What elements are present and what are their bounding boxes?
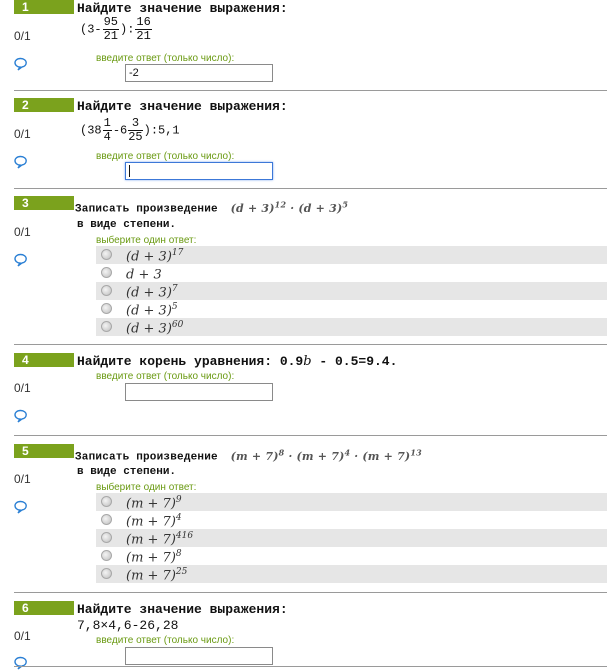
question-subtitle: в виде степени. — [77, 466, 177, 478]
radio-button[interactable] — [101, 514, 112, 525]
question-expression — [80, 16, 153, 43]
math-exponent: 17 — [171, 248, 184, 258]
fraction-numerator: 1 — [103, 116, 111, 130]
math-exponent: 4 — [175, 513, 182, 523]
answer-option[interactable] — [96, 264, 607, 282]
math-base: (d + 3) — [126, 285, 172, 301]
math-exponent: 7 — [171, 284, 178, 294]
radio-button[interactable] — [101, 285, 112, 296]
math-base: (d + 3) — [298, 201, 343, 215]
fraction-numerator: 95 — [103, 15, 119, 29]
option-label — [126, 266, 162, 282]
question-expression: 7,8×4,6-26,28 — [77, 618, 179, 633]
radio-button[interactable] — [101, 267, 112, 278]
math-exponent: 12 — [274, 199, 287, 209]
option-label — [126, 513, 182, 529]
math-exponent: 60 — [171, 320, 184, 330]
question-divider — [14, 592, 607, 593]
math-dot: · — [288, 449, 293, 463]
math-base: (d + 3) — [126, 303, 172, 319]
radio-button[interactable] — [101, 568, 112, 579]
radio-button[interactable] — [101, 321, 112, 332]
math-base: (m + 7) — [230, 449, 279, 463]
choice-hint: выберите один ответ: — [96, 235, 197, 246]
title-expression — [230, 199, 349, 215]
answer-input[interactable] — [125, 647, 273, 665]
math-base: (m + 7) — [126, 532, 176, 548]
math-base: (m + 7) — [362, 449, 411, 463]
answer-hint: введите ответ (только число): — [96, 635, 235, 646]
option-label — [126, 284, 178, 300]
answer-hint: введите ответ (только число): — [96, 371, 235, 382]
option-label — [126, 549, 182, 565]
answer-option[interactable] — [96, 318, 607, 336]
expr-text: -6 — [112, 123, 128, 138]
title-text: - 0.5=9.4. — [319, 354, 398, 369]
math-base: (m + 7) — [126, 568, 176, 584]
question-score: 0/1 — [14, 472, 31, 486]
math-exponent: 8 — [278, 447, 285, 457]
expr-text: (3- — [80, 22, 102, 37]
math-base: (d + 3) — [126, 249, 172, 265]
math-exponent: 4 — [344, 447, 351, 457]
expr-text: (38 — [80, 123, 102, 138]
answer-option[interactable] — [96, 300, 607, 318]
option-label — [126, 567, 187, 583]
comment-bubble-icon[interactable] — [14, 500, 27, 514]
answer-option[interactable] — [96, 565, 607, 583]
answer-input[interactable] — [125, 383, 273, 401]
answer-option[interactable] — [96, 529, 607, 547]
option-label — [126, 302, 178, 318]
text-cursor — [129, 165, 130, 177]
radio-button[interactable] — [101, 249, 112, 260]
math-exponent: 25 — [175, 567, 188, 577]
question-subtitle: в виде степени. — [77, 219, 177, 231]
question-number: 3 — [14, 196, 74, 210]
answer-option[interactable] — [96, 511, 607, 529]
math-dot: · — [290, 201, 295, 215]
fraction-denominator: 21 — [136, 29, 151, 43]
math-base: (m + 7) — [126, 496, 176, 512]
fraction-denominator: 4 — [103, 130, 111, 144]
math-variable: b — [303, 354, 312, 369]
question-title — [75, 197, 348, 218]
question-title: Найдите значение выражения: — [77, 1, 288, 16]
math-exponent: 9 — [175, 495, 182, 505]
expr-text: ):5,1 — [143, 123, 180, 138]
math-base: (m + 7) — [296, 449, 345, 463]
fraction-numerator: 16 — [136, 15, 151, 29]
expr-text: ): — [120, 22, 135, 37]
radio-button[interactable] — [101, 303, 112, 314]
question-divider — [14, 188, 607, 189]
question-divider — [14, 435, 607, 436]
question-number: 4 — [14, 353, 74, 367]
title-text: Записать произведение — [75, 203, 218, 216]
answer-hint: введите ответ (только число): — [96, 151, 235, 162]
question-title: Найдите значение выражения: — [77, 99, 288, 114]
math-base: (m + 7) — [126, 550, 176, 566]
answer-option[interactable] — [96, 493, 607, 511]
answer-hint: введите ответ (только число): — [96, 53, 235, 64]
fraction-denominator: 21 — [103, 29, 119, 43]
fraction — [135, 16, 151, 43]
comment-bubble-icon[interactable] — [14, 155, 27, 169]
question-number: 1 — [14, 0, 74, 14]
comment-bubble-icon[interactable] — [14, 253, 27, 267]
option-label — [126, 248, 183, 264]
option-label — [126, 531, 193, 547]
answer-input[interactable]: -2 — [125, 64, 273, 82]
comment-bubble-icon[interactable] — [14, 656, 27, 670]
math-dot: · — [354, 449, 359, 463]
title-expression — [230, 447, 422, 463]
choice-hint: выберите один ответ: — [96, 482, 197, 493]
option-label — [126, 320, 183, 336]
comment-bubble-icon[interactable] — [14, 57, 27, 71]
fraction-numerator: 3 — [128, 117, 142, 131]
title-text: Найдите корень уравнения: 0.9 — [77, 354, 304, 369]
math-base: (d + 3) — [230, 201, 275, 215]
comment-bubble-icon[interactable] — [14, 409, 27, 423]
answer-option[interactable] — [96, 282, 607, 300]
math-base: (m + 7) — [126, 514, 176, 530]
answer-input[interactable] — [125, 162, 273, 180]
question-score: 0/1 — [14, 225, 31, 239]
radio-button[interactable] — [101, 532, 112, 543]
question-divider — [14, 90, 607, 91]
fraction — [128, 117, 142, 144]
math-exponent: 13 — [410, 447, 422, 457]
title-text: Записать произведение — [75, 451, 218, 464]
question-score: 0/1 — [14, 629, 31, 643]
math-base: d + 3 — [126, 267, 162, 283]
question-score: 0/1 — [14, 381, 31, 395]
question-number: 5 — [14, 444, 74, 458]
answer-option[interactable] — [96, 246, 607, 264]
question-score: 0/1 — [14, 29, 31, 43]
radio-button[interactable] — [101, 550, 112, 561]
math-exponent: 5 — [342, 199, 349, 209]
math-exponent: 5 — [171, 302, 178, 312]
math-base: (d + 3) — [126, 321, 172, 337]
question-expression — [80, 117, 180, 144]
question-title: Найдите значение выражения: — [77, 602, 288, 617]
radio-button[interactable] — [101, 496, 112, 507]
math-exponent: 8 — [175, 549, 182, 559]
math-exponent: 416 — [175, 531, 194, 541]
fraction-denominator: 25 — [128, 130, 143, 144]
question-number: 6 — [14, 601, 74, 615]
question-score: 0/1 — [14, 127, 31, 141]
question-divider — [14, 344, 607, 345]
question-title — [77, 354, 397, 369]
question-number: 2 — [14, 98, 74, 112]
fraction — [103, 16, 119, 43]
fraction — [103, 117, 112, 144]
question-title — [75, 445, 422, 466]
option-label — [126, 495, 182, 511]
answer-option[interactable] — [96, 547, 607, 565]
